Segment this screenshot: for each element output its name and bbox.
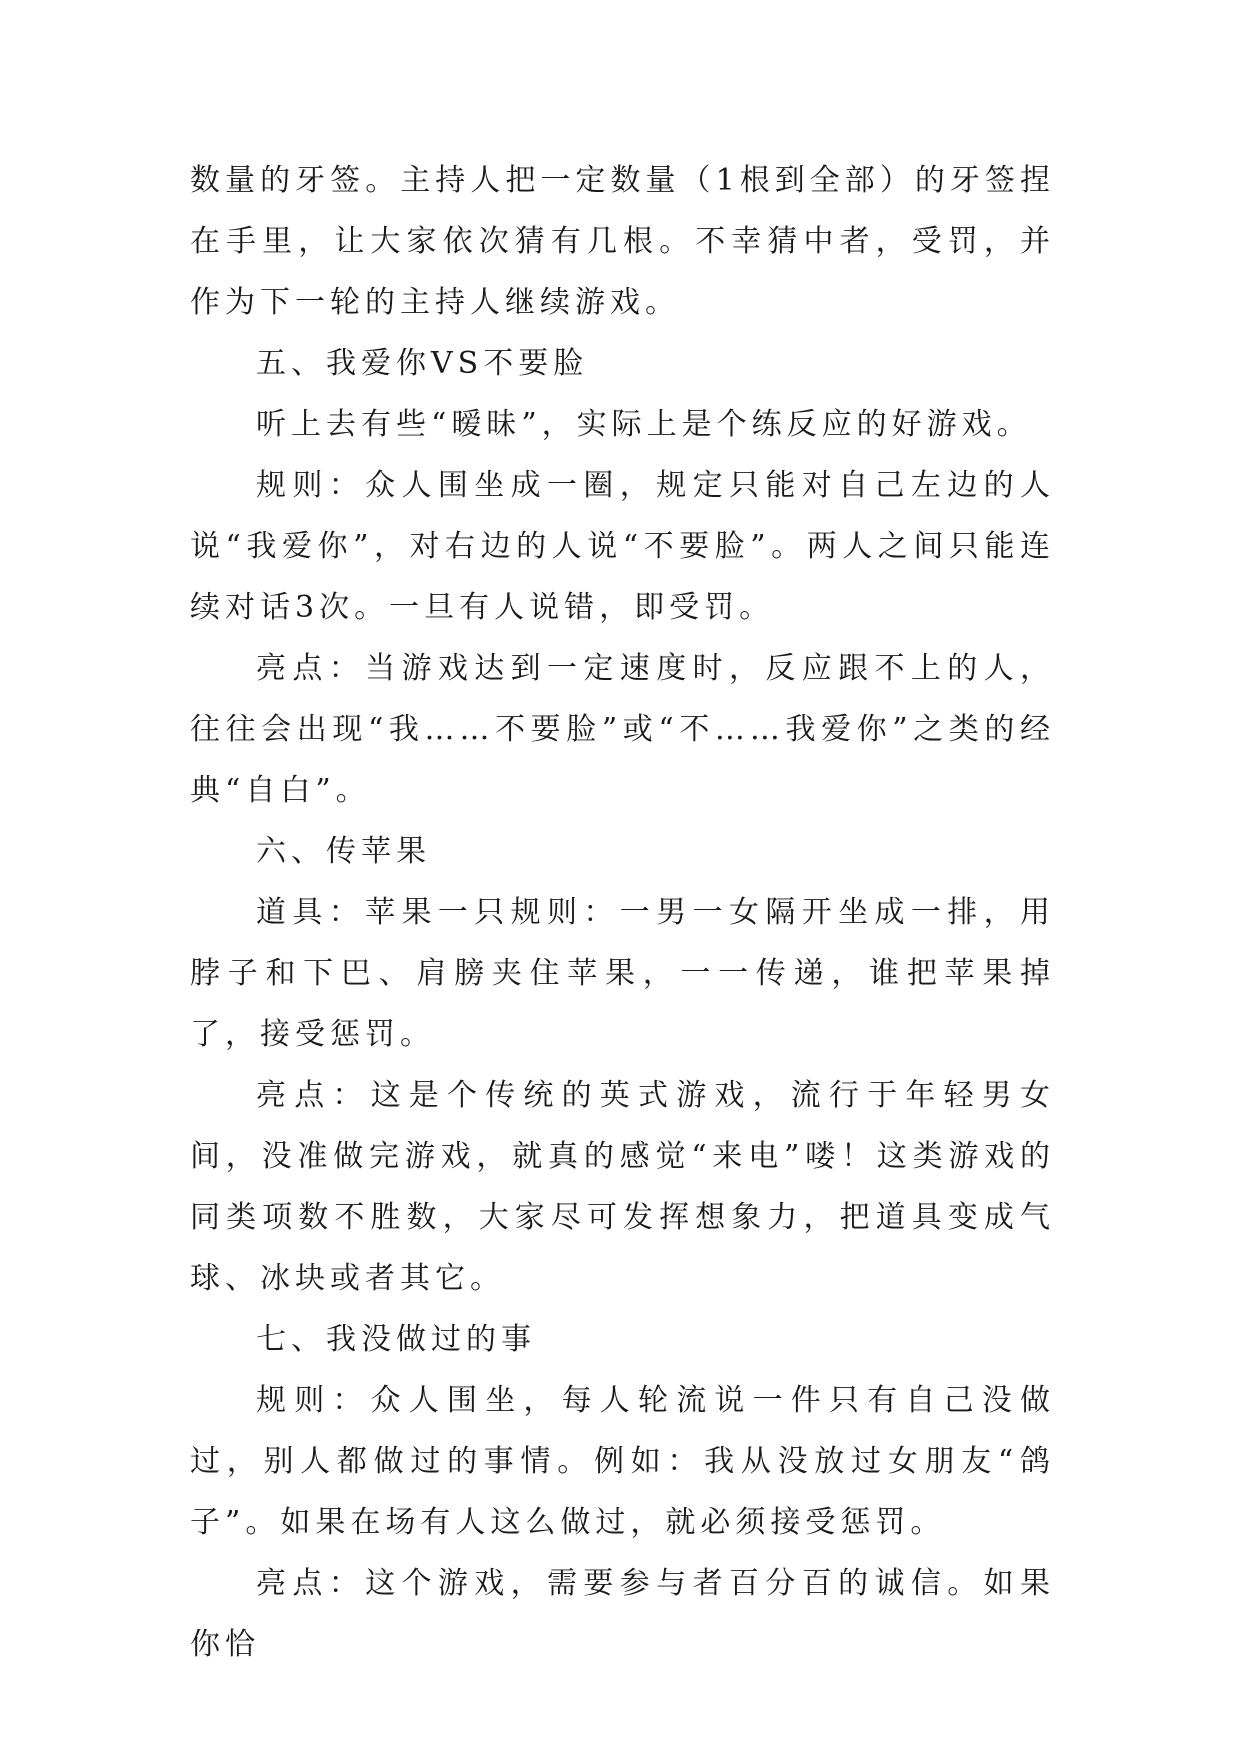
- paragraph-game-seven-highlight: 亮点：这个游戏，需要参与者百分百的诚信。如果你恰: [190, 1566, 1055, 1662]
- paragraph-game-five-rules: 规则：众人围坐成一圈，规定只能对自己左边的人说“我爱你”，对右边的人说“不要脸”。两人之间只能连续对话3次。一旦有人说错，即受罚。: [190, 468, 1055, 625]
- paragraph-game-six-rules: 道具：苹果一只规则：一男一女隔开坐成一排，用脖子和下巴、肩膀夹住苹果，一一传递，谁把苹果掉了，接受惩罚。: [190, 895, 1055, 1052]
- document-page: [190, 150, 1055, 1675]
- heading-game-six: 六、传苹果: [256, 834, 431, 869]
- paragraph-game-six-highlight: 亮点：这是个传统的英式游戏，流行于年轻男女间，没准做完游戏，就真的感觉“来电”喽！这类游戏的同类项数不胜数，大家尽可发挥想象力，把道具变成气球、冰块或者其它。: [190, 1078, 1055, 1296]
- paragraph-game-five-highlight: 亮点：当游戏达到一定速度时，反应跟不上的人，往往会出现“我……不要脸”或“不……我爱你”之类的经典“自白”。: [190, 651, 1055, 808]
- heading-game-seven: 七、我没做过的事: [256, 1322, 536, 1357]
- paragraph-game-five-intro: 听上去有些“暧昧”，实际上是个练反应的好游戏。: [256, 407, 1032, 442]
- paragraph-game-seven-rules: 规则：众人围坐，每人轮流说一件只有自己没做过，别人都做过的事情。例如：我从没放过女朋友“鸽子”。如果在场有人这么做过，就必须接受惩罚。: [190, 1383, 1055, 1540]
- paragraph-toothpick-continuation: 数量的牙签。主持人把一定数量（1根到全部）的牙签捏在手里，让大家依次猜有几根。不幸猜中者，受罚，并作为下一轮的主持人继续游戏。: [190, 163, 1055, 320]
- heading-game-five: 五、我爱你VS不要脸: [256, 346, 589, 381]
